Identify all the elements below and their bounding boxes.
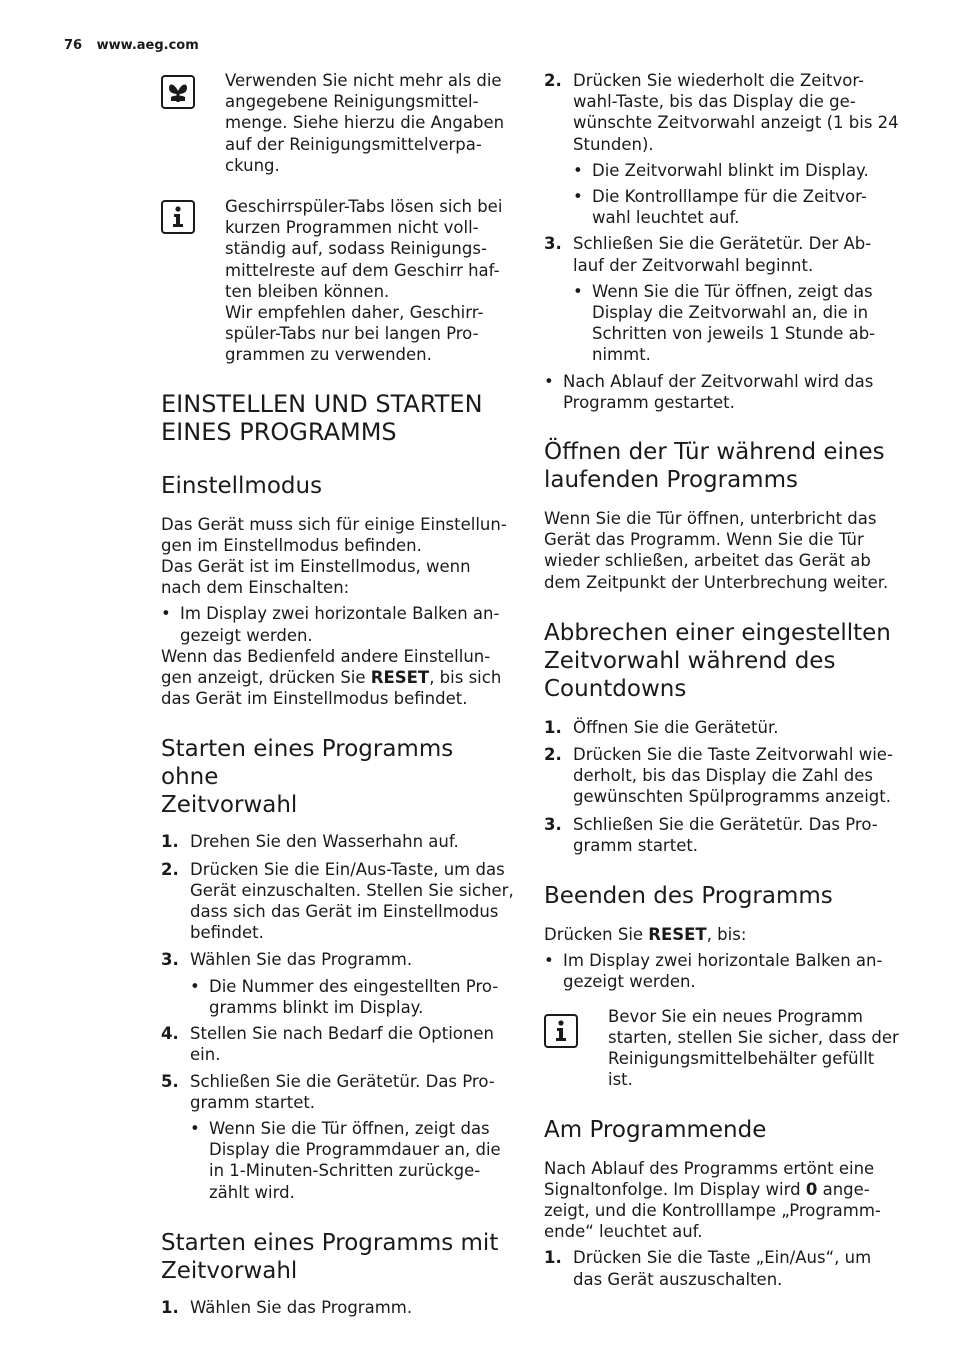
info-icon	[161, 200, 195, 234]
text-line: Programm gestartet.	[563, 392, 735, 412]
text-line: Öffnen Sie die Gerätetür.	[573, 717, 779, 737]
beenden-heading: Beenden des Programms	[544, 883, 833, 910]
bullet-icon: •	[161, 604, 171, 624]
text-line: Die Nummer des eingestellten Pro-	[209, 976, 499, 996]
note-line: grammen zu verwenden.	[225, 345, 432, 365]
note-line: Geschirrspüler-Tabs lösen sich bei	[225, 197, 503, 217]
text-line: das Gerät auszuschalten.	[573, 1269, 783, 1289]
text-line: Drehen Sie den Wasserhahn auf.	[190, 832, 459, 852]
note-line: ckung.	[225, 155, 280, 175]
programmende-heading: Am Programmende	[544, 1116, 767, 1143]
text-line	[161, 667, 516, 688]
bullet-icon: •	[544, 371, 554, 391]
note-line: angegebene Reinigungsmittel-	[225, 92, 479, 112]
bullet-icon: •	[573, 160, 583, 180]
text-line: nach dem Einschalten:	[161, 578, 350, 598]
text-line: gewünschten Spülprogramms anzeigt.	[573, 787, 891, 807]
text-line: Zeitvorwahl	[161, 792, 298, 819]
list-item	[573, 160, 899, 181]
note-line: auf der Reinigungsmittelverpa-	[225, 134, 482, 154]
einstellmodus-text	[161, 514, 516, 599]
text-line: Wählen Sie das Programm.	[190, 950, 413, 970]
text-line: gezeigt werden.	[563, 972, 696, 992]
text-line: Display die Zeitvorwahl an, die in	[592, 303, 869, 323]
list-item	[161, 859, 516, 944]
list-item	[544, 744, 899, 808]
ohne-steps	[161, 831, 516, 1202]
text-line: 5.	[161, 1071, 179, 1091]
text-line: dass sich das Gerät im Einstellmodus	[190, 902, 499, 922]
refill-note	[544, 1006, 899, 1091]
text-line: dem Zeitpunkt der Unterbrechung weiter.	[544, 572, 889, 592]
text-line: 1.	[544, 1248, 562, 1268]
note-line: menge. Siehe hierzu die Angaben	[225, 113, 505, 133]
text-line: Display die Programmdauer an, die	[209, 1140, 501, 1160]
text-line	[544, 1179, 899, 1200]
note-line: Bevor Sie ein neues Programm	[608, 1006, 864, 1026]
text-line: 4.	[161, 1024, 179, 1044]
text-line: Abbrechen einer eingestellten	[544, 619, 891, 646]
text-line: 2.	[544, 745, 562, 765]
list-item	[190, 976, 516, 1018]
abbrechen-heading	[544, 619, 899, 703]
text-line: Schließen Sie die Gerätetür. Das Pro-	[190, 1071, 495, 1091]
einstellmodus-reset-text	[161, 646, 516, 710]
list-item	[161, 1297, 516, 1318]
text-line: ange-	[817, 1179, 870, 1199]
text-line: 3.	[161, 950, 179, 970]
text-line: befindet.	[190, 923, 264, 943]
text-line: derholt, bis das Display die Zahl des	[573, 766, 873, 786]
list-item	[544, 1247, 899, 1289]
text-line: laufenden Programms	[544, 467, 798, 494]
note-line: ten bleiben können.	[225, 281, 390, 301]
text-line: Öffnen der Tür während eines	[544, 439, 885, 466]
text-line: EINSTELLEN UND STARTEN	[161, 389, 483, 418]
text-line: , bis:	[706, 925, 747, 945]
ohne-heading	[161, 735, 516, 819]
text-line: RESET	[648, 925, 707, 945]
text-line: Starten eines Programms mit	[161, 1229, 499, 1256]
text-line: Countdowns	[544, 675, 687, 702]
oeffnen-heading	[544, 438, 899, 494]
list-item	[161, 603, 516, 645]
text-line: Gerät das Programm. Wenn Sie die Tür	[544, 530, 864, 550]
text-line: gramms blinkt im Display.	[209, 997, 424, 1017]
list-item	[161, 1023, 516, 1065]
text-line: Wählen Sie das Programm.	[190, 1297, 413, 1317]
text-line: wahl-Taste, bis das Display die ge-	[573, 92, 856, 112]
bullet-icon: •	[190, 976, 200, 996]
einstellmodus-heading: Einstellmodus	[161, 472, 323, 499]
page-number: 76	[64, 38, 83, 53]
text-line: 2.	[161, 859, 179, 879]
page-header	[64, 38, 199, 53]
text-line: Drücken Sie die Taste „Ein/Aus“, um	[573, 1248, 872, 1268]
text-line: nimmt.	[592, 345, 651, 365]
text-line: EINES PROGRAMMS	[161, 417, 397, 446]
bullet-icon: •	[573, 281, 583, 301]
text-line: RESET	[370, 668, 430, 688]
text-line: gramm startet.	[573, 835, 699, 855]
text-line: ende“ leuchtet auf.	[544, 1222, 703, 1242]
bullet-icon: •	[544, 951, 554, 971]
text-line: Nach Ablauf des Programms ertönt eine	[544, 1158, 875, 1178]
text-line: Wenn Sie die Tür öffnen, unterbricht das	[544, 509, 877, 529]
note-line: kurzen Programmen nicht voll-	[225, 218, 479, 238]
mit-heading	[161, 1229, 516, 1285]
note-line: Reinigungsmittelbehälter gefüllt	[608, 1049, 875, 1069]
text-line: wahl leuchtet auf.	[592, 208, 740, 228]
list-item	[544, 717, 899, 738]
info-icon	[544, 1014, 578, 1048]
text-line: Wenn das Bedienfeld andere Einstellun-	[161, 646, 491, 666]
list-item	[544, 950, 899, 992]
text-line: Die Zeitvorwahl blinkt im Display.	[592, 160, 869, 180]
text-line: Im Display zwei horizontale Balken an-	[563, 951, 883, 971]
text-line: 1.	[544, 717, 562, 737]
text-line: Die Kontrolllampe für die Zeitvor-	[592, 187, 867, 207]
text-line: gen anzeigt, drücken Sie	[161, 668, 371, 688]
list-item	[190, 1118, 516, 1203]
text-line: 1.	[161, 832, 179, 852]
note-line: ist.	[608, 1070, 633, 1090]
list-item	[544, 814, 899, 856]
oeffnen-text	[544, 508, 899, 593]
text-line: Zeitvorwahl während des	[544, 647, 836, 674]
text-line: Schließen Sie die Gerätetür. Das Pro-	[573, 814, 878, 834]
right-column	[544, 70, 899, 1290]
leaf-icon	[161, 75, 195, 109]
text-line: 2.	[544, 71, 562, 90]
programmende-text	[544, 1158, 899, 1243]
text-line: Stellen Sie nach Bedarf die Optionen	[190, 1024, 494, 1044]
abbrechen-steps	[544, 717, 899, 856]
list-item	[161, 831, 516, 852]
text-line: in 1-Minuten-Schritten zurückge-	[209, 1161, 481, 1181]
list-item	[573, 281, 899, 366]
note-line: mittelreste auf dem Geschirr haf-	[225, 260, 500, 280]
text-line: gramm startet.	[190, 1092, 316, 1112]
text-line: Im Display zwei horizontale Balken an-	[180, 604, 500, 624]
bullet-icon: •	[573, 187, 583, 207]
list-item	[573, 186, 899, 228]
list-item	[544, 233, 899, 275]
text-line: 3.	[544, 234, 562, 254]
text-line: Gerät einzuschalten. Stellen Sie sicher,	[190, 880, 514, 900]
text-line: Das Gerät ist im Einstellmodus, wenn	[161, 557, 471, 577]
text-line: wieder schließen, arbeitet das Gerät ab	[544, 551, 871, 571]
text-line: gezeigt werden.	[180, 625, 313, 645]
text-line: Starten eines Programms ohne	[161, 736, 454, 791]
list-item	[544, 371, 899, 413]
text-line: Nach Ablauf der Zeitvorwahl wird das	[563, 371, 874, 391]
left-column	[161, 70, 516, 1318]
text-line: Zeitvorwahl	[161, 1257, 298, 1284]
text-line: Wenn Sie die Tür öffnen, zeigt das	[209, 1118, 490, 1138]
detergent-note	[161, 70, 516, 176]
text-line: Stunden).	[573, 134, 654, 154]
list-item	[161, 1071, 516, 1113]
text-line: gen im Einstellmodus befinden.	[161, 535, 422, 555]
text-line: Das Gerät muss sich für einige Einstellun-	[161, 514, 507, 534]
section-title	[161, 390, 516, 446]
bullet-icon: •	[190, 1118, 200, 1138]
text-line: Drücken Sie	[544, 925, 649, 945]
text-line: zeigt, und die Kontrolllampe „Programm-	[544, 1200, 881, 1220]
text-line: 1.	[161, 1297, 179, 1317]
text-line: Signaltonfolge. Im Display wird	[544, 1179, 806, 1199]
note-line: ständig auf, sodass Reinigungs-	[225, 239, 487, 259]
note-line: starten, stellen Sie sicher, dass der	[608, 1027, 899, 1047]
text-line: Schließen Sie die Gerätetür. Der Ab-	[573, 234, 872, 254]
text-line: wünschte Zeitvorwahl anzeigt (1 bis 24	[573, 113, 899, 133]
list-item	[544, 70, 899, 155]
beenden-text	[544, 924, 899, 945]
text-line: Drücken Sie die Ein/Aus-Taste, um das	[190, 859, 505, 879]
note-line: Verwenden Sie nicht mehr als die	[225, 71, 502, 90]
text-line: Wenn Sie die Tür öffnen, zeigt das	[592, 281, 873, 301]
text-line: , bis sich	[429, 668, 502, 688]
list-item	[161, 949, 516, 970]
text-line: Drücken Sie die Taste Zeitvorwahl wie-	[573, 745, 893, 765]
note-line: spüler-Tabs nur bei langen Pro-	[225, 324, 479, 344]
site-url: www.aeg.com	[96, 38, 199, 53]
text-line: ein.	[190, 1045, 221, 1065]
text-line: das Gerät im Einstellmodus befindet.	[161, 689, 468, 709]
tabs-note	[161, 196, 516, 366]
text-line: 0	[805, 1179, 818, 1199]
note-line: Wir empfehlen daher, Geschirr-	[225, 303, 484, 323]
text-line: lauf der Zeitvorwahl beginnt.	[573, 255, 814, 275]
text-line: Drücken Sie wiederholt die Zeitvor-	[573, 71, 864, 90]
text-line: 3.	[544, 814, 562, 834]
text-line: Schritten von jeweils 1 Stunde ab-	[592, 324, 876, 344]
text-line: zählt wird.	[209, 1182, 295, 1202]
